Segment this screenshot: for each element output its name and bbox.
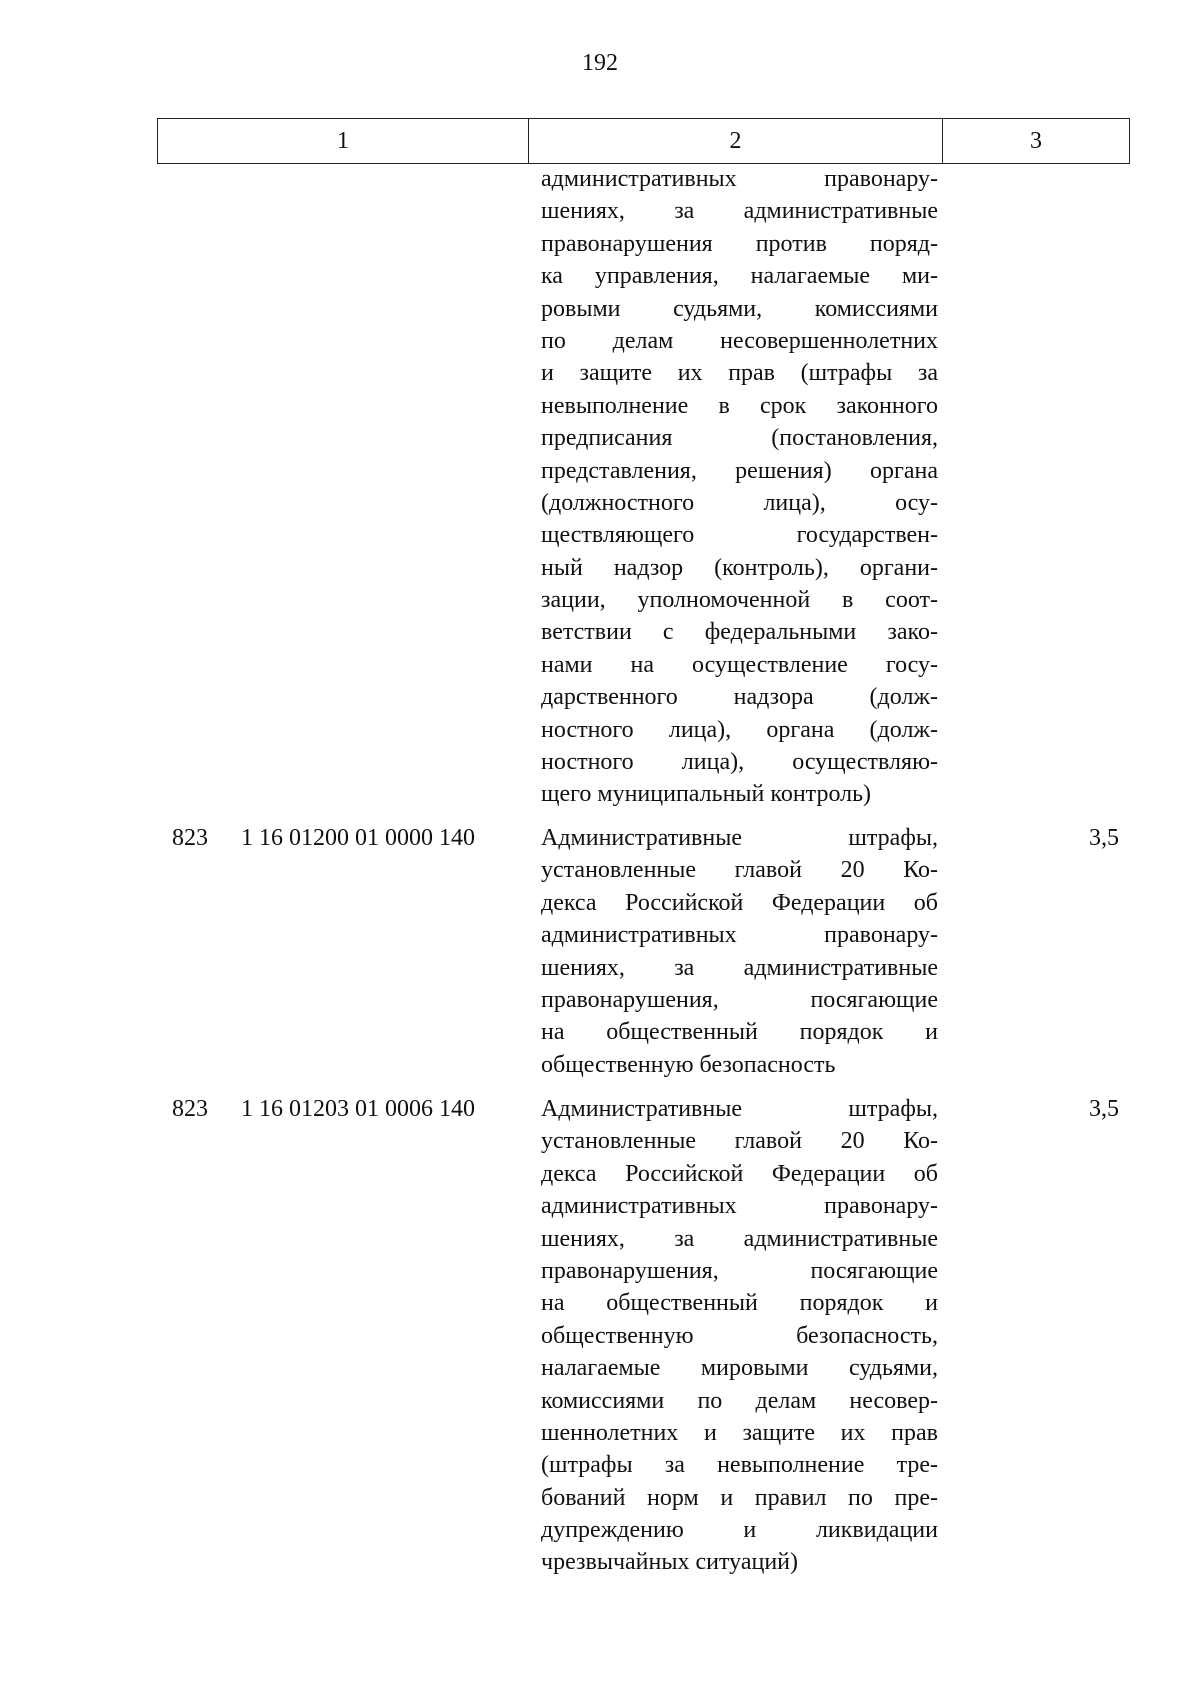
description-line: установленные главой 20 Ко- xyxy=(541,857,938,884)
description-line: общественную безопасность xyxy=(541,1051,836,1078)
description-line: (должностного лица), осу- xyxy=(541,489,938,516)
description-line: декса Российской Федерации об xyxy=(541,1160,938,1187)
description-line: установленные главой 20 Ко- xyxy=(541,1128,938,1155)
description-line: шениях, за административные xyxy=(541,1225,938,1252)
description xyxy=(541,163,938,811)
description-line: по делам несовершеннолетних xyxy=(541,327,938,354)
description-line: комиссиями по делам несовер- xyxy=(541,1387,938,1414)
description-line: невыполнение в срок законного xyxy=(541,392,938,419)
description-line: предписания (постановления, xyxy=(541,425,938,452)
page-number: 192 xyxy=(582,50,618,76)
description-line: правонарушения против поряд- xyxy=(541,230,938,257)
standard-value: 3,5 xyxy=(1089,1096,1119,1122)
description-line: дупреждению и ликвидации xyxy=(541,1517,938,1544)
admin-code: 823 xyxy=(172,1096,208,1122)
description-line: декса Российской Федерации об xyxy=(541,889,938,916)
description-line: общественную безопасность, xyxy=(541,1322,938,1349)
description-line: шеннолетних и защите их прав xyxy=(541,1419,938,1446)
description-line: на общественный порядок и xyxy=(541,1019,938,1046)
description-line: административных правонару- xyxy=(541,1193,938,1220)
description-line: шениях, за административные xyxy=(541,954,938,981)
description-line: представления, решения) органа xyxy=(541,457,938,484)
description-line: административных правонару- xyxy=(541,922,938,949)
description-line: (штрафы за невыполнение тре- xyxy=(541,1452,938,1479)
header-col-1: 1 xyxy=(158,119,529,164)
description-line: нами на осуществление госу- xyxy=(541,651,938,678)
kbk-code: 1 16 01200 01 0000 140 xyxy=(241,825,475,851)
description-line: ществляющего государствен- xyxy=(541,522,938,549)
description-line: правонарушения, посягающие xyxy=(541,1257,938,1284)
description-line: ровыми судьями, комиссиями xyxy=(541,295,938,322)
header-col-3: 3 xyxy=(943,119,1130,164)
description-line: налагаемые мировыми судьями, xyxy=(541,1355,938,1382)
description-line: шениях, за административные xyxy=(541,198,938,225)
description-line: ка управления, налагаемые ми- xyxy=(541,263,938,290)
table-header xyxy=(157,118,1130,164)
description-line: Административные штрафы, xyxy=(541,1096,938,1122)
admin-code: 823 xyxy=(172,825,208,851)
description xyxy=(541,822,938,1081)
kbk-code: 1 16 01203 01 0006 140 xyxy=(241,1096,475,1122)
description-line: бований норм и правил по пре- xyxy=(541,1484,938,1511)
description-line: ностного лица), органа (долж- xyxy=(541,716,938,743)
header-col-2: 2 xyxy=(529,119,943,164)
description-line: и защите их прав (штрафы за xyxy=(541,360,938,387)
description-line: щего муниципальный контроль) xyxy=(541,781,872,808)
description-line: административных правонару- xyxy=(541,166,938,192)
description-line: правонарушения, посягающие xyxy=(541,986,938,1013)
description-line: ностного лица), осуществляю- xyxy=(541,749,938,776)
standard-value: 3,5 xyxy=(1089,825,1119,851)
description xyxy=(541,1093,938,1579)
description-line: дарственного надзора (долж- xyxy=(541,684,938,711)
description-line: ный надзор (контроль), органи- xyxy=(541,554,938,581)
description-line: ветствии с федеральными зако- xyxy=(541,619,938,646)
description-line: чрезвычайных ситуаций) xyxy=(541,1549,799,1576)
description-line: зации, уполномоченной в соот- xyxy=(541,587,938,614)
description-line: на общественный порядок и xyxy=(541,1290,938,1317)
description-line: Административные штрафы, xyxy=(541,825,938,851)
